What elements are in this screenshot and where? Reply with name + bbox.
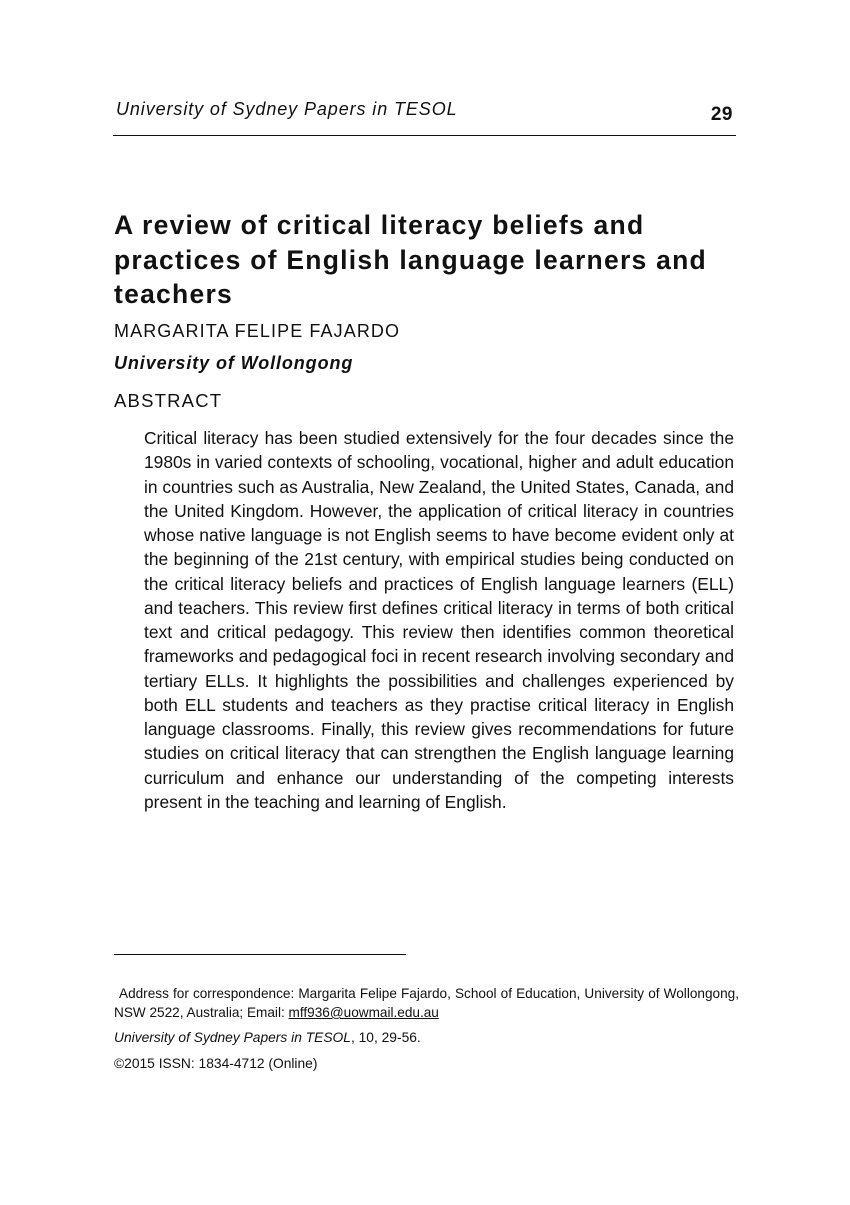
author-affiliation: University of Wollongong: [114, 353, 354, 373]
running-head: [113, 99, 736, 136]
correspondence-address: [114, 984, 739, 1022]
page-number: 29: [710, 104, 733, 125]
email-link[interactable]: mff936@uowmail.edu.au: [288, 1005, 439, 1020]
issn-line: ©2015 ISSN: 1834-4712 (Online): [114, 1056, 318, 1071]
footnote-divider: [114, 954, 406, 955]
journal-name: University of Sydney Papers in TESOL: [116, 99, 458, 119]
abstract-heading: ABSTRACT: [114, 390, 223, 411]
citation-journal: University of Sydney Papers in TESOL: [114, 1030, 351, 1045]
citation-volume-pages: , 10, 29-56.: [350, 1030, 421, 1045]
address-text: Address for correspondence: Margarita Felipe Fajardo, School of Education, University of Wollongong, NSW 2522, Australia; Email:: [114, 986, 739, 1020]
author-name: MARGARITA FELIPE FAJARDO: [114, 321, 401, 341]
abstract-text: Critical literacy has been studied extensively for the four decades since the 1980s in varied contexts of schooling, vocational, higher and adult education in countries such as Australia, New Zealand, the United States, Canada, and the United Kingdom. However, the application of critical literacy in countries whose native language is not English seems to have become evident only at the beginning of the 21st century, with empirical studies being conducted on the critical literacy beliefs and practices of English language learners (ELL) and teachers. This review first defines critical literacy in terms of both critical text and critical pedagogy. This review then identifies common theoretical frameworks and pedagogical foci in recent research involving secondary and tertiary ELLs. It highlights the possibilities and challenges experienced by both ELL students and teachers as they practise critical literacy in English language classrooms. Finally, this review gives recommendations for future studies on critical literacy that can strengthen the English language learning curriculum and enhance our understanding of the competing interests present in the teaching and learning of English.: [144, 428, 734, 812]
citation: [114, 1028, 739, 1047]
article-title: A review of critical literacy beliefs and practices of English language learners and teachers: [114, 210, 707, 309]
